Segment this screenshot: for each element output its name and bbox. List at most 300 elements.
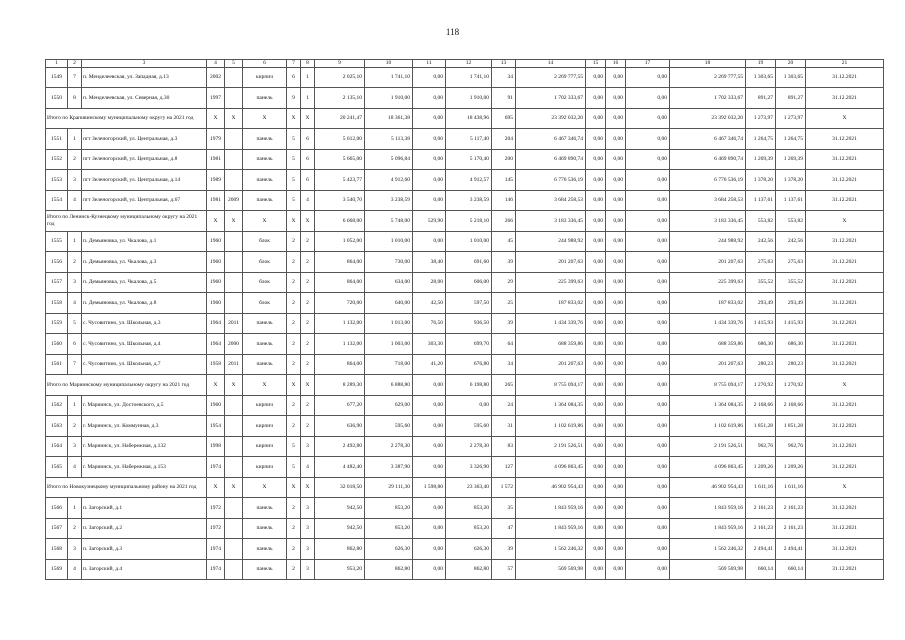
column-number: 19 [746, 60, 776, 68]
table-cell: 0,00 [606, 416, 626, 437]
table-cell: 4 096 863,45 [670, 457, 746, 478]
table-cell: X [207, 375, 225, 396]
table-cell: 20 241,47 [315, 108, 365, 129]
table-cell: 1552 [46, 149, 68, 170]
table-cell: 3 [68, 436, 82, 457]
table-cell: 5 218,10 [446, 211, 492, 232]
table-cell: 606,00 [446, 272, 492, 293]
table-cell: 0,00 [586, 518, 606, 539]
table-cell: 1 843 959,16 [670, 518, 746, 539]
table-cell [225, 231, 243, 252]
table-cell: 2 [287, 334, 301, 355]
table-cell: 0,00 [586, 416, 606, 437]
table-cell: 2 135,10 [315, 88, 365, 109]
table-cell: 1 364 084,35 [670, 395, 746, 416]
table-cell: 127 [492, 457, 516, 478]
table-cell: 4 [301, 457, 315, 478]
table-cell: 2 168,66 [776, 395, 806, 416]
table-cell: 862,80 [446, 559, 492, 580]
table-cell: 2 191 526,51 [670, 436, 746, 457]
table-cell: 1972 [207, 518, 225, 539]
table-cell: 225 399,63 [670, 272, 746, 293]
table-cell: 2000 [225, 334, 243, 355]
table-cell: 1549 [46, 67, 68, 88]
table-cell: 31.12.2021 [806, 88, 884, 109]
table-cell: X [301, 108, 315, 129]
table-cell: 1997 [207, 88, 225, 109]
table-cell: 1555 [46, 231, 68, 252]
table-cell: 2 278,30 [446, 436, 492, 457]
table-cell: 2 161,23 [746, 498, 776, 519]
table-cell: 4 482,40 [315, 457, 365, 478]
table-cell: 2009 [225, 190, 243, 211]
table-cell: 2 [287, 518, 301, 539]
table-cell: 0,00 [413, 518, 446, 539]
table-cell: 595,60 [446, 416, 492, 437]
table-cell: 1 132,00 [315, 334, 365, 355]
table-cell: 529,90 [413, 211, 446, 232]
column-number-row [46, 60, 884, 68]
table-cell: 6 [301, 149, 315, 170]
table-cell: 0,00 [626, 354, 670, 375]
table-cell: 1 102 619,86 [670, 416, 746, 437]
table-cell [225, 539, 243, 560]
table-cell: 2 [287, 293, 301, 314]
table-cell: 0,00 [606, 272, 626, 293]
table-row [46, 416, 884, 437]
table-cell: 1 303,65 [776, 67, 806, 88]
table-cell: 0,00 [626, 477, 670, 498]
table-cell: 244 988,92 [516, 231, 586, 252]
table-cell: 0,00 [586, 498, 606, 519]
table-cell [225, 88, 243, 109]
address-cell: п. Демьяновка, ул. Чкалова, д.8 [82, 293, 207, 314]
table-cell: X [287, 477, 301, 498]
table-cell: 891,27 [776, 88, 806, 109]
table-cell: 39 [492, 252, 516, 273]
table-cell: кирпич [243, 395, 287, 416]
table-cell: панель [243, 354, 287, 375]
table-cell: 1 910,00 [446, 88, 492, 109]
table-cell: 629,00 [365, 395, 413, 416]
table-cell: 1 102 619,86 [516, 416, 586, 437]
table-cell: 201 207,63 [516, 354, 586, 375]
table-cell: 595,60 [365, 416, 413, 437]
table-cell: 2 494,41 [776, 539, 806, 560]
table-cell: 46 902 954,43 [516, 477, 586, 498]
column-number: 3 [82, 60, 207, 68]
table-cell: 699,70 [446, 334, 492, 355]
table-cell: 1 572 [492, 477, 516, 498]
table-cell: 0,00 [586, 108, 606, 129]
table-cell: 1 209,26 [776, 457, 806, 478]
table-cell: 636,90 [315, 416, 365, 437]
table-cell: 31.12.2021 [806, 354, 884, 375]
table-cell: 0,00 [626, 498, 670, 519]
table-cell: 3 238,59 [365, 190, 413, 211]
table-cell: 1 598,80 [413, 477, 446, 498]
address-cell: п. Демьяновка, ул. Чкалова, д.1 [82, 231, 207, 252]
table-row [46, 190, 884, 211]
table-cell: 553,82 [746, 211, 776, 232]
table-cell: 1 273,97 [776, 108, 806, 129]
table-cell: 640,00 [365, 293, 413, 314]
table-cell: 355,52 [776, 272, 806, 293]
table-cell: 864,00 [315, 354, 365, 375]
table-cell: 677,20 [315, 395, 365, 416]
table-cell: 1 851,28 [776, 416, 806, 437]
table-cell: 3 540,70 [315, 190, 365, 211]
table-cell: 42,50 [413, 293, 446, 314]
address-cell: пгт Зеленогорский, ул. Центральная, д.67 [82, 190, 207, 211]
table-cell: 280,23 [776, 354, 806, 375]
table-cell: 1554 [46, 190, 68, 211]
table-cell: 29 111,30 [365, 477, 413, 498]
table-cell: 691,60 [446, 252, 492, 273]
table-cell: 2 [287, 498, 301, 519]
table-cell: 3 [301, 498, 315, 519]
table-cell: 1551 [46, 129, 68, 150]
table-cell: 225 399,63 [516, 272, 586, 293]
table-cell: 2 168,66 [746, 395, 776, 416]
table-cell [225, 518, 243, 539]
table-row [46, 67, 884, 88]
table-cell: панель [243, 334, 287, 355]
table-cell: 862,80 [365, 559, 413, 580]
table-cell: 2 161,23 [776, 518, 806, 539]
table-cell: 1 843 959,16 [670, 498, 746, 519]
table-cell: 4 [68, 559, 82, 580]
table-cell: 597,50 [446, 293, 492, 314]
table-cell: 6 [301, 170, 315, 191]
table-cell: 853,20 [446, 498, 492, 519]
table-cell: 83 [492, 436, 516, 457]
table-cell: 962,76 [776, 436, 806, 457]
table-cell: 5 [287, 149, 301, 170]
table-cell: 688 359,86 [670, 334, 746, 355]
subtotal-label: Итого по Мариинскому муниципальному округу на 2021 год [46, 375, 207, 396]
table-cell: 39 [492, 539, 516, 560]
table-row [46, 539, 884, 560]
table-cell: 1563 [46, 416, 68, 437]
subtotal-row [46, 108, 884, 129]
table-cell: 1 264,75 [746, 129, 776, 150]
table-cell: 569 569,98 [516, 559, 586, 580]
table-cell: 1998 [207, 436, 225, 457]
table-cell: X [806, 477, 884, 498]
table-cell: 1 273,97 [746, 108, 776, 129]
table-cell: X [207, 211, 225, 232]
table-cell: 1553 [46, 170, 68, 191]
table-cell: 1 843 959,16 [516, 498, 586, 519]
table-cell: 0,00 [626, 334, 670, 355]
table-cell: 6 770 536,19 [516, 170, 586, 191]
table-cell: 1960 [207, 293, 225, 314]
table-row [46, 293, 884, 314]
table-cell: 31.12.2021 [806, 170, 884, 191]
table-cell: 5 [287, 129, 301, 150]
table-cell: 265 [492, 375, 516, 396]
table-cell: 242,56 [776, 231, 806, 252]
table-cell: 0,00 [606, 231, 626, 252]
table-cell: 46 902 954,43 [670, 477, 746, 498]
address-cell: п. Демьяновка, ул. Чкалова, д.3 [82, 252, 207, 273]
table-cell: 0,00 [626, 149, 670, 170]
column-number: 11 [413, 60, 446, 68]
table-cell: 0,00 [626, 88, 670, 109]
table-cell: 0,00 [606, 477, 626, 498]
table-cell: 660,14 [746, 559, 776, 580]
table-cell: 31.12.2021 [806, 231, 884, 252]
table-cell: 1557 [46, 272, 68, 293]
table-cell: 0,00 [586, 231, 606, 252]
table-cell: X [225, 477, 243, 498]
table-cell: 6 668,00 [315, 211, 365, 232]
table-cell: 31.12.2021 [806, 313, 884, 334]
table-cell: 676,80 [446, 354, 492, 375]
table-cell: 0,00 [413, 129, 446, 150]
table-cell: 0,00 [606, 67, 626, 88]
table-cell: 0,00 [626, 108, 670, 129]
table-cell [225, 395, 243, 416]
table-cell: 275,63 [776, 252, 806, 273]
table-cell: X [287, 375, 301, 396]
table-cell [225, 170, 243, 191]
address-cell: п. Загорский, д.4 [82, 559, 207, 580]
table-cell: 2 [68, 416, 82, 437]
table-cell: 2 [287, 395, 301, 416]
table-cell: 1 611,16 [746, 477, 776, 498]
table-cell: 4 [68, 293, 82, 314]
table-cell: 1960 [207, 395, 225, 416]
table-cell: панель [243, 539, 287, 560]
table-cell: 1562 [46, 395, 68, 416]
table-cell: 0,00 [606, 108, 626, 129]
table-cell: 2 [287, 231, 301, 252]
table-cell: 9 [287, 88, 301, 109]
table-cell: 1 209,26 [746, 457, 776, 478]
table-row [46, 170, 884, 191]
table-cell: 1556 [46, 252, 68, 273]
column-number: 9 [315, 60, 365, 68]
table-cell: 2 269 777,55 [670, 67, 746, 88]
table-cell: 0,00 [606, 334, 626, 355]
table-cell: панель [243, 313, 287, 334]
table-row [46, 231, 884, 252]
table-cell: 6 [287, 67, 301, 88]
table-cell: 204 [492, 129, 516, 150]
table-cell: 0,00 [586, 293, 606, 314]
table-cell: 5 748,00 [365, 211, 413, 232]
table-cell: 1561 [46, 354, 68, 375]
subtotal-row [46, 477, 884, 498]
table-cell: 4 [68, 457, 82, 478]
table-cell: панель [243, 518, 287, 539]
table-cell: 2 [287, 252, 301, 273]
table-cell: 1974 [207, 457, 225, 478]
table-cell: панель [243, 190, 287, 211]
table-cell: 1979 [207, 129, 225, 150]
address-cell: пгт Зеленогорский, ул. Центральная, д.3 [82, 129, 207, 150]
table-cell: 5 [287, 457, 301, 478]
table-cell: 0,00 [626, 231, 670, 252]
table-cell: 942,50 [315, 518, 365, 539]
table-cell: 0,00 [586, 190, 606, 211]
table-cell: 1974 [207, 539, 225, 560]
address-cell: г. Мариинск, ул. Коммунная, д.3 [82, 416, 207, 437]
table-cell: 0,00 [626, 436, 670, 457]
table-cell: 5 [287, 436, 301, 457]
table-cell: 0,00 [626, 170, 670, 191]
table-cell: 2 [287, 416, 301, 437]
column-number: 12 [446, 60, 492, 68]
table-cell: X [225, 375, 243, 396]
table-cell: 0,00 [413, 170, 446, 191]
table-cell: 266 [492, 211, 516, 232]
table-cell: 3 387,90 [365, 457, 413, 478]
table-cell: 1 003,00 [365, 334, 413, 355]
table-cell: 0,00 [606, 375, 626, 396]
table-cell: 0,00 [413, 539, 446, 560]
table-cell: 1560 [46, 334, 68, 355]
table-cell: 1 [68, 129, 82, 150]
table-cell: 5 612,00 [315, 129, 365, 150]
table-cell: 0,00 [606, 149, 626, 170]
table-cell: 3 [301, 436, 315, 457]
table-cell: блок [243, 293, 287, 314]
table-cell: 626,30 [446, 539, 492, 560]
table-cell: 2 [301, 416, 315, 437]
table-cell: 936,50 [446, 313, 492, 334]
table-row [46, 395, 884, 416]
table-row [46, 334, 884, 355]
table-row [46, 354, 884, 375]
table-cell: 1 378,20 [746, 170, 776, 191]
table-cell: 2 [287, 539, 301, 560]
table-cell: 0,00 [626, 416, 670, 437]
table-cell: 24 [492, 395, 516, 416]
table-cell: 1 132,00 [315, 313, 365, 334]
table-cell: блок [243, 272, 287, 293]
table-cell: 0,00 [606, 211, 626, 232]
table-cell: 3 183 336,45 [516, 211, 586, 232]
table-row [46, 559, 884, 580]
table-cell: 3 684 258,53 [516, 190, 586, 211]
table-cell: 28,00 [413, 272, 446, 293]
table-cell: 0,00 [586, 559, 606, 580]
table-cell [225, 129, 243, 150]
address-cell: п. Менделеевская, ул. Северная, д.30 [82, 88, 207, 109]
table-cell: 0,00 [626, 457, 670, 478]
table-cell: 853,20 [365, 498, 413, 519]
table-cell: 1958 [207, 354, 225, 375]
table-cell [225, 252, 243, 273]
table-cell: 0,00 [586, 149, 606, 170]
table-cell: 1 264,75 [776, 129, 806, 150]
address-cell: п. Загорский, д.1 [82, 498, 207, 519]
table-cell [225, 457, 243, 478]
table-row [46, 272, 884, 293]
address-cell: п. Загорский, д.2 [82, 518, 207, 539]
table-cell: 31.12.2021 [806, 457, 884, 478]
table-cell: 2 494,41 [746, 539, 776, 560]
table-cell: 1981 [207, 149, 225, 170]
table-cell: 1 741,10 [365, 67, 413, 88]
table-cell: панель [243, 498, 287, 519]
table-cell: панель [243, 88, 287, 109]
table-cell: 1 702 333,67 [670, 88, 746, 109]
table-cell: 0,00 [606, 395, 626, 416]
table-cell: 201 207,63 [670, 354, 746, 375]
table-cell: 1 [301, 67, 315, 88]
table-cell: 730,00 [365, 252, 413, 273]
column-number: 13 [492, 60, 516, 68]
table-cell: 31.12.2021 [806, 334, 884, 355]
table-cell: 0,00 [606, 518, 626, 539]
table-cell: 1566 [46, 498, 68, 519]
table-cell: 0,00 [413, 108, 446, 129]
table-cell: 3 326,90 [446, 457, 492, 478]
table-cell: 31.12.2021 [806, 149, 884, 170]
table-cell: 0,00 [626, 67, 670, 88]
table-cell: 1 364 084,35 [516, 395, 586, 416]
table-cell: 6 [301, 129, 315, 150]
table-cell: X [806, 375, 884, 396]
table-cell [225, 67, 243, 88]
table-cell: 5 [287, 190, 301, 211]
table-cell: 5 423,77 [315, 170, 365, 191]
table-cell: 2011 [225, 354, 243, 375]
table-cell: 2 [301, 231, 315, 252]
table-cell: 1 415,93 [776, 313, 806, 334]
subtotal-row [46, 211, 884, 232]
table-cell: X [207, 108, 225, 129]
table-row [46, 457, 884, 478]
table-cell: 145 [492, 170, 516, 191]
table-cell: 293,49 [776, 293, 806, 314]
table-cell: 2 [301, 272, 315, 293]
table-cell: 0,00 [413, 67, 446, 88]
table-cell: 862,80 [315, 539, 365, 560]
table-cell: 0,00 [626, 272, 670, 293]
table-cell: 1972 [207, 498, 225, 519]
table-cell: 0,00 [586, 354, 606, 375]
column-number: 8 [301, 60, 315, 68]
table-cell: 0,00 [606, 354, 626, 375]
table-cell: 35 [492, 498, 516, 519]
table-cell: 6 770 536,19 [670, 170, 746, 191]
table-cell: 242,56 [746, 231, 776, 252]
table-cell: 0,00 [626, 559, 670, 580]
table-cell: 1 378,20 [776, 170, 806, 191]
table-cell: 1 434 339,76 [670, 313, 746, 334]
table-cell: 0,00 [586, 313, 606, 334]
table-cell: 1 [68, 395, 82, 416]
table-row [46, 129, 884, 150]
table-cell: 1960 [207, 231, 225, 252]
table-row [46, 88, 884, 109]
table-cell: 31.12.2021 [806, 252, 884, 273]
table-cell: X [243, 477, 287, 498]
table-cell: 2 [301, 313, 315, 334]
table-cell: панель [243, 129, 287, 150]
table-cell: 0,00 [626, 252, 670, 273]
table-cell: 2 191 526,51 [516, 436, 586, 457]
table-row [46, 252, 884, 273]
table-cell: 626,30 [365, 539, 413, 560]
table-cell: 45 [492, 231, 516, 252]
table-cell: 3 [301, 518, 315, 539]
